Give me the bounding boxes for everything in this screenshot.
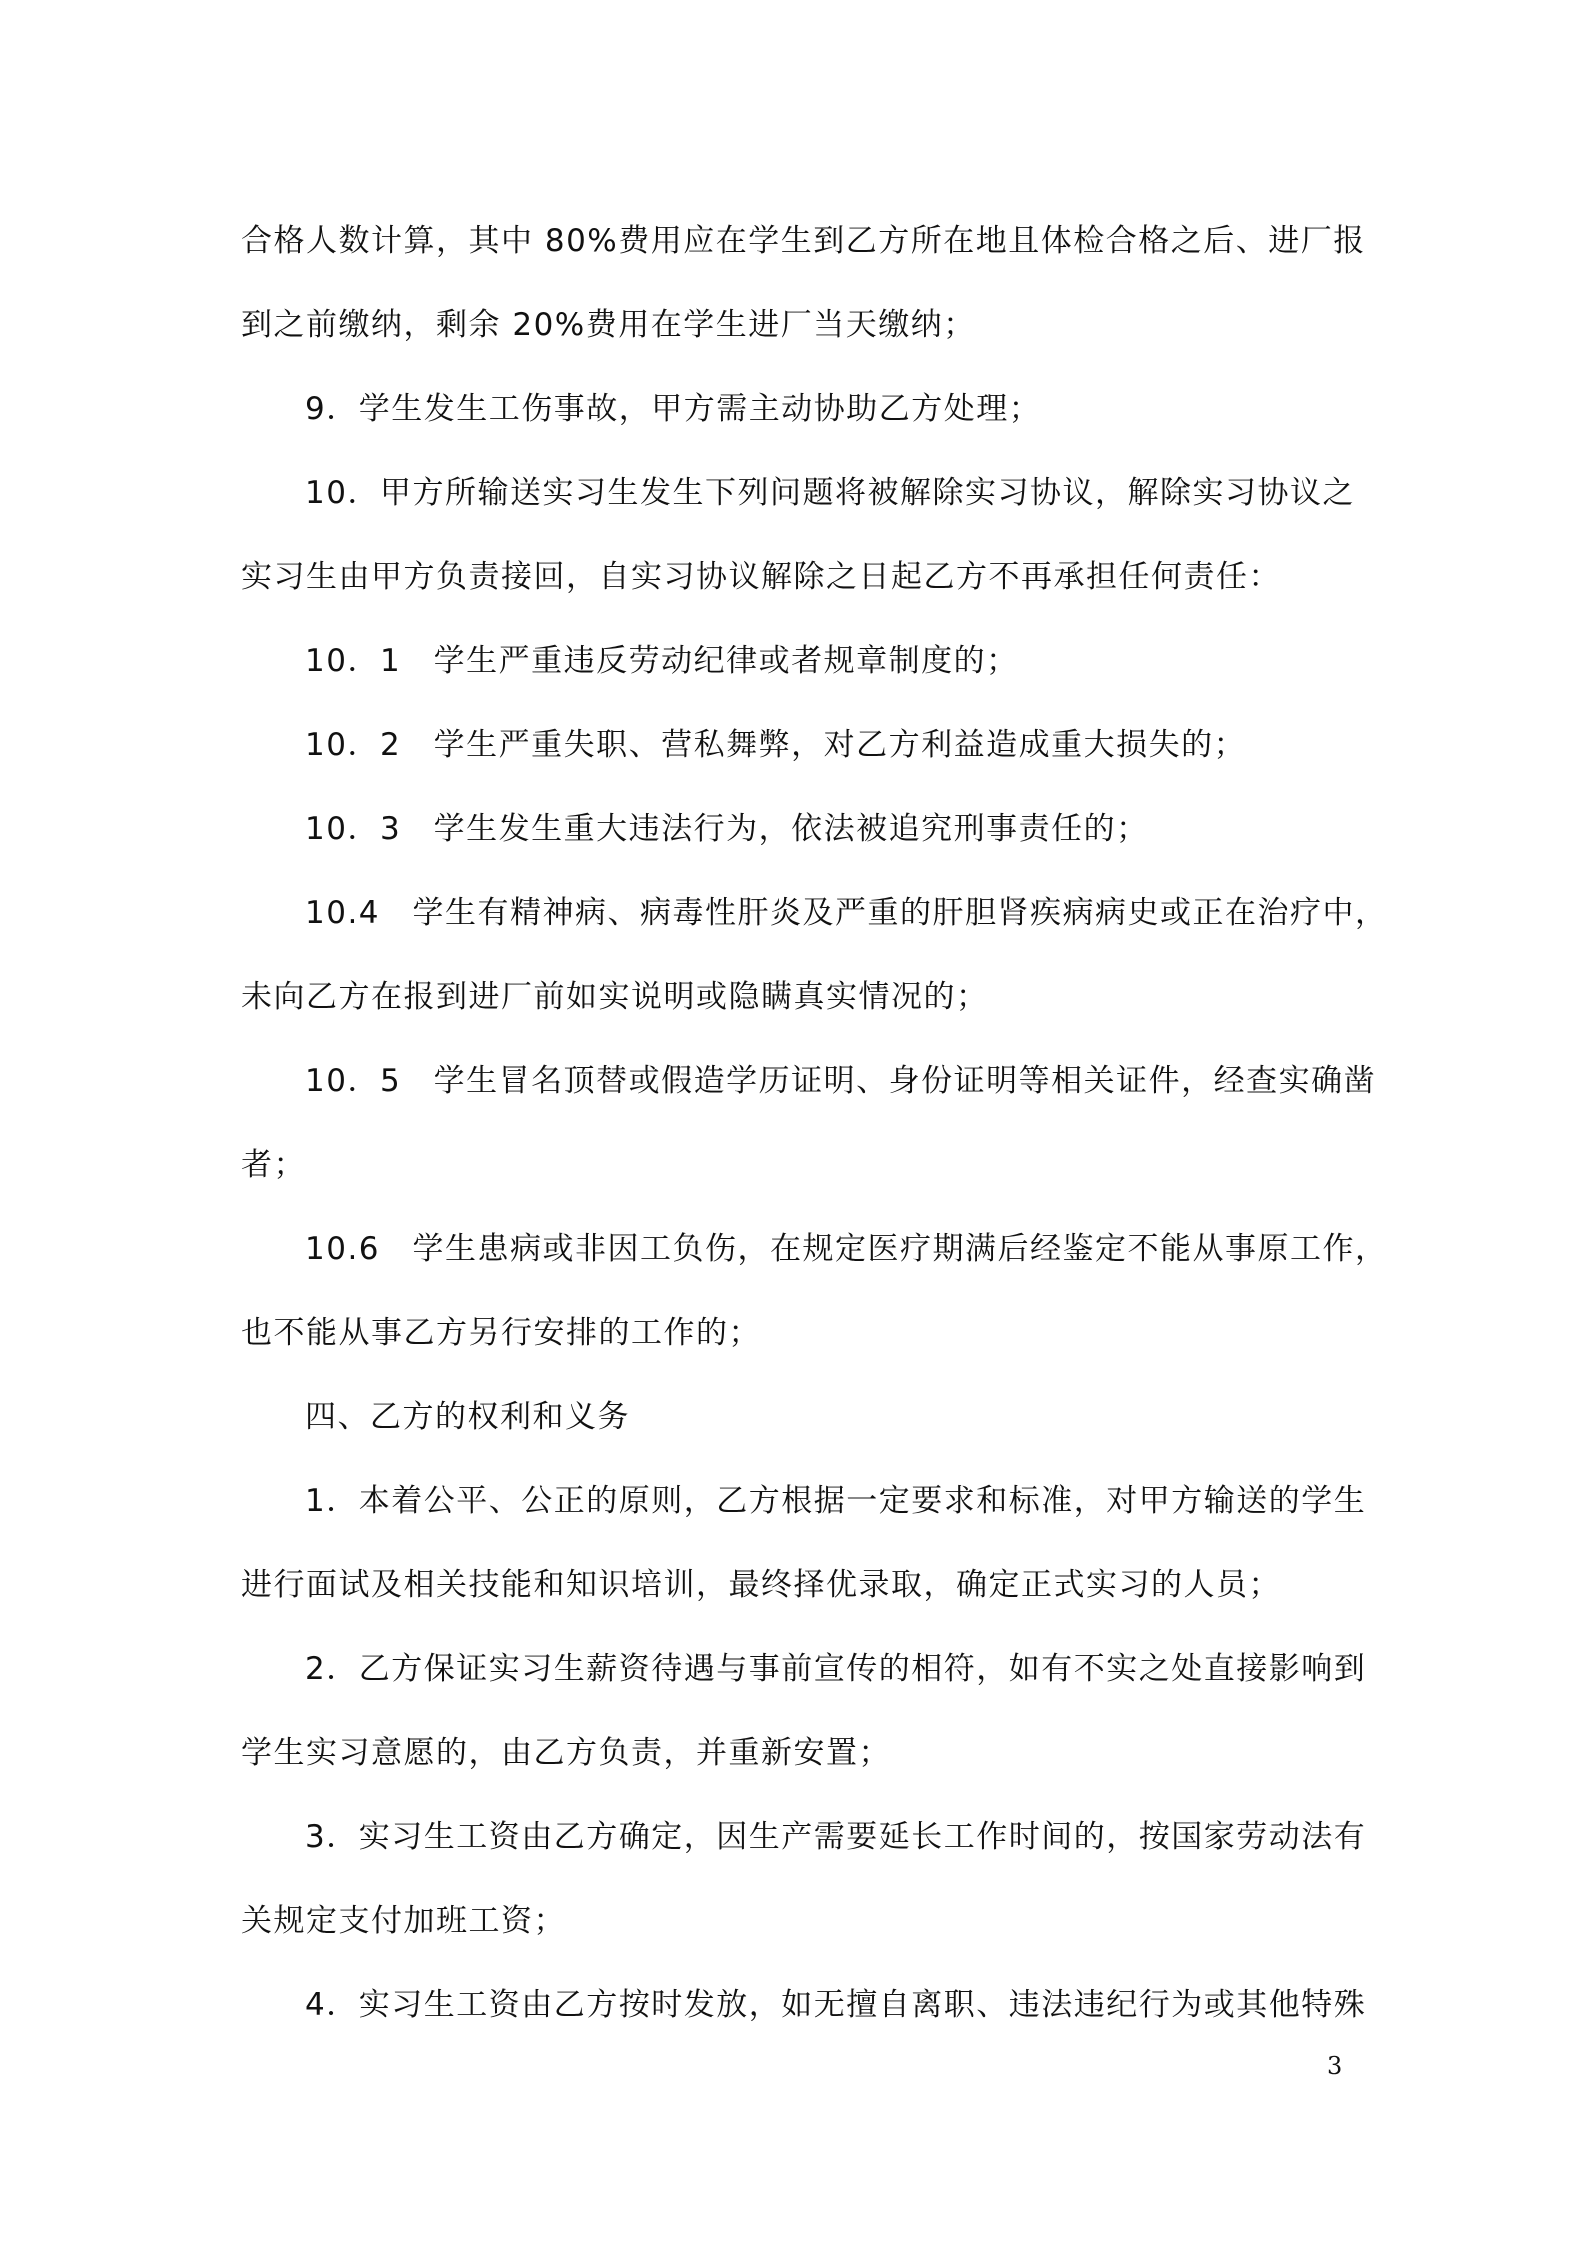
paragraph-line: 2．乙方保证实习生薪资待遇与事前宣传的相符，如有不实之处直接影响到 bbox=[305, 1651, 1367, 1687]
paragraph-line: 10．5 学生冒名顶替或假造学历证明、身份证明等相关证件，经查实确凿 bbox=[305, 1063, 1377, 1099]
paragraph-line: 10.6 学生患病或非因工负伤，在规定医疗期满后经鉴定不能从事原工作， bbox=[305, 1231, 1388, 1267]
paragraph-line: 未向乙方在报到进厂前如实说明或隐瞒真实情况的； bbox=[241, 979, 989, 1015]
paragraph-line: 进行面试及相关技能和知识培训，最终择优录取，确定正式实习的人员； bbox=[241, 1567, 1281, 1603]
paragraph-line: 到之前缴纳，剩余 20%费用在学生进厂当天缴纳； bbox=[241, 307, 976, 343]
paragraph-line: 10.4 学生有精神病、病毒性肝炎及严重的肝胆肾疾病病史或正在治疗中， bbox=[305, 895, 1388, 931]
paragraph-line: 3．实习生工资由乙方确定，因生产需要延长工作时间的，按国家劳动法有 bbox=[305, 1819, 1367, 1855]
paragraph-line: 10．2 学生严重失职、营私舞弊，对乙方利益造成重大损失的； bbox=[305, 727, 1247, 763]
paragraph-line: 学生实习意愿的，由乙方负责，并重新安置； bbox=[241, 1735, 891, 1771]
paragraph-line: 者； bbox=[241, 1147, 306, 1183]
paragraph-line: 10．甲方所输送实习生发生下列问题将被解除实习协议，解除实习协议之 bbox=[305, 475, 1355, 511]
section-heading: 四、乙方的权利和义务 bbox=[305, 1399, 630, 1435]
paragraph-line: 10．1 学生严重违反劳动纪律或者规章制度的； bbox=[305, 643, 1019, 679]
paragraph-line: 9．学生发生工伤事故，甲方需主动协助乙方处理； bbox=[305, 391, 1042, 427]
paragraph-line: 1．本着公平、公正的原则，乙方根据一定要求和标准，对甲方输送的学生 bbox=[305, 1483, 1367, 1519]
paragraph-line: 实习生由甲方负责接回，自实习协议解除之日起乙方不再承担任何责任： bbox=[241, 559, 1281, 595]
document-body bbox=[241, 199, 1388, 2047]
paragraph-line: 也不能从事乙方另行安排的工作的； bbox=[241, 1315, 761, 1351]
paragraph-line: 10．3 学生发生重大违法行为，依法被追究刑事责任的； bbox=[305, 811, 1149, 847]
paragraph-line: 4．实习生工资由乙方按时发放，如无擅自离职、违法违纪行为或其他特殊 bbox=[305, 1987, 1367, 2023]
page-number: 3 bbox=[1327, 2052, 1343, 2080]
paragraph-line: 合格人数计算，其中 80%费用应在学生到乙方所在地且体检合格之后、进厂报 bbox=[241, 223, 1366, 259]
paragraph-line: 关规定支付加班工资； bbox=[241, 1903, 566, 1939]
